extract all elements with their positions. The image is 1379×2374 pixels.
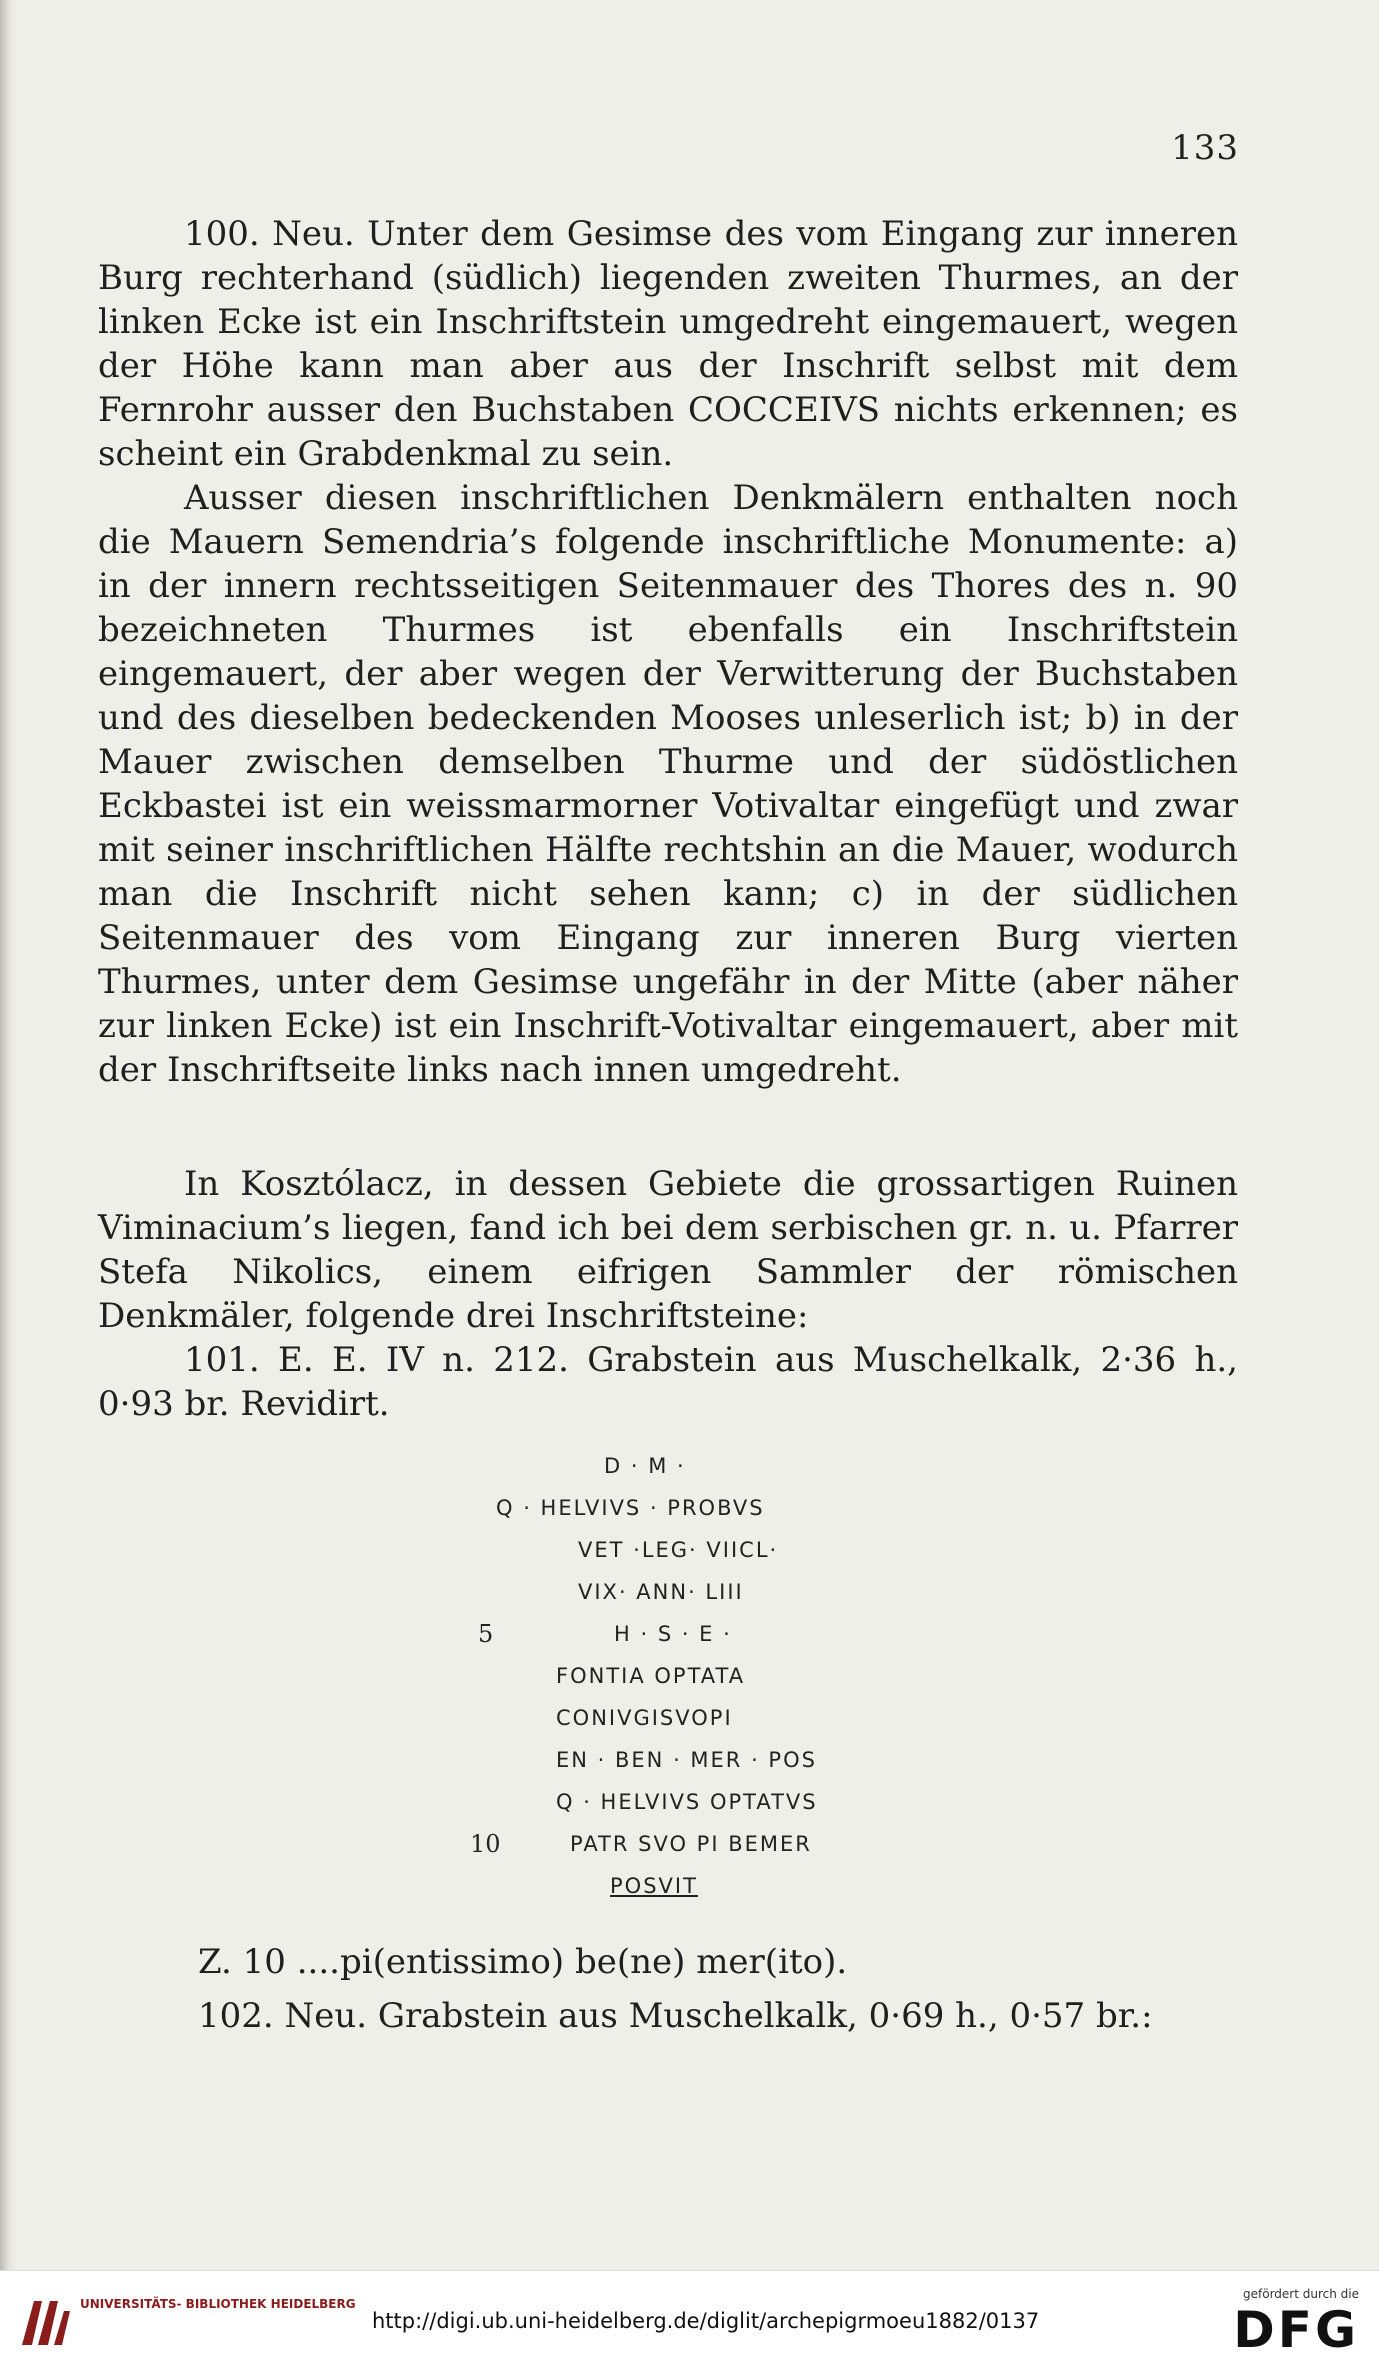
paragraph-text: In Kosztólacz, in dessen Gebiete die grossartigen Ruinen Viminacium’s liegen, fand ich bei dem serbischen gr. n. u. Pfarrer Stefa Nikolics, einem eifrigen Sammler der römischen Denkmäler, folgende drei Inschriftsteine:: [98, 1164, 1238, 1336]
paragraph-100: [98, 212, 1238, 476]
page-gutter: [0, 0, 16, 2270]
inscription-line: FONTIA OPTATA: [556, 1664, 746, 1688]
paragraph-text: Ausser diesen inschriftlichen Denkmälern enthalten noch die Mauern Semendria’s folgende inschriftliche Monumente: a) in der innern rechtsseitigen Seitenmauer des Thores des n. 90 bezeichneten Thurmes ist ebenfalls ein Inschriftstein eingemauert, der aber wegen der Verwitterung der Buchstaben und des dieselben bedeckenden Mooses unleserlich ist; b) in der Mauer zwischen demselben Thurme und der südöstlichen Eckbastei ist ein weissmarmorner Votivaltar eingefügt und zwar mit seiner inschriftlichen Hälfte rechtshin an die Mauer, wodurch man die Inschrift nicht sehen kann; c) in der südlichen Seitenmauer des vom Eingang zur inneren Burg vierten Thurmes, unter dem Gesimse ungefähr in der Mitte (aber näher zur linken Ecke) ist ein Inschrift-Votivaltar eingemauert, aber mit der Inschriftseite links nach innen umgedreht.: [98, 478, 1238, 1090]
inscription-line: D · M ·: [604, 1454, 686, 1478]
inscription-line: 10 PATR SVO PI BEMER: [470, 1830, 812, 1858]
inscription-block: [460, 1445, 880, 1907]
inscription-line: 5 H · S · E ·: [478, 1620, 732, 1648]
inscription-line: EN · BEN · MER · POS: [556, 1748, 817, 1772]
paragraph-kosztolacz: [98, 1162, 1238, 1338]
paragraph-102: 102. Neu. Grabstein aus Muschelkalk, 0·69 h., 0·57 br.:: [198, 1996, 1153, 2036]
inscription-line: VET ·LEG· VIICL·: [578, 1538, 779, 1562]
footer-bar: [0, 2270, 1379, 2374]
paragraph-101: [98, 1338, 1238, 1426]
dfg-logo: DFG: [1233, 2301, 1359, 2359]
paragraph-text: 100. Neu. Unter dem Gesimse des vom Eingang zur inneren Burg rechterhand (südlich) liegenden zweiten Thurmes, an der linken Ecke ist ein Inschriftstein umgedreht eingemauert, wegen der Höhe kann man aber aus der Inschrift selbst mit dem Fernrohr ausser den Buchstaben COCCEIVS nichts erkennen; es scheint ein Grabdenkmal zu sein.: [98, 214, 1238, 474]
main-text-top: [98, 212, 1238, 1426]
inscription-line: Q · HELVIVS · PROBVS: [496, 1496, 765, 1520]
inscription-line: VIX· ANN· LIII: [578, 1580, 744, 1604]
inscription-line: POSVIT: [610, 1874, 698, 1898]
library-logo-icon: [14, 2293, 74, 2353]
permalink-link[interactable]: http://digi.ub.uni-heidelberg.de/diglit/archepigrmoeu1882/0137: [372, 2309, 1040, 2333]
paragraph-monuments: [98, 476, 1238, 1092]
note-line-10: Z. 10 ....pi(entissimo) be(ne) mer(ito).: [198, 1942, 848, 1982]
library-name: UNIVERSITÄTS- BIBLIOTHEK HEIDELBERG: [80, 2297, 356, 2311]
section-gap: [98, 1092, 1238, 1162]
sponsor-block: [1233, 2287, 1359, 2359]
sponsor-label: gefördert durch die: [1243, 2287, 1359, 2301]
inscription-line: CONIVGISVOPI: [556, 1706, 733, 1730]
main-text-bottom: [98, 1940, 1238, 2038]
page-number: 133: [1171, 128, 1239, 168]
paragraph-text: 101. E. E. IV n. 212. Grabstein aus Muschelkalk, 2·36 h., 0·93 br. Revidirt.: [98, 1340, 1238, 1424]
inscription-line: Q · HELVIVS OPTATVS: [556, 1790, 818, 1814]
